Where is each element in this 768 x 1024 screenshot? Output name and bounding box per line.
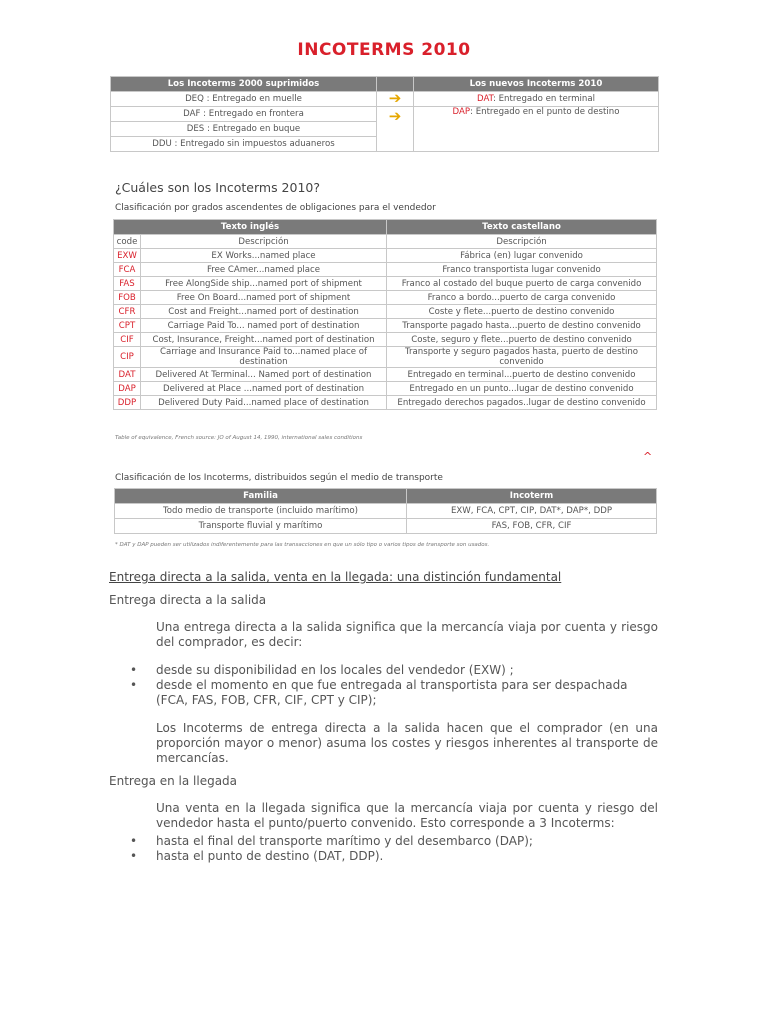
term-code: DEQ [185,94,204,104]
english-description-cell: Delivered Duty Paid...named place of destination [141,396,387,410]
bullet-icon: • [130,849,138,863]
term-code: DAT [476,94,493,104]
incoterm-code-cell: EXW [114,249,141,263]
english-description-cell: Delivered at Place ...named port of destination [141,382,387,396]
term-desc: : Entregado en buque [204,124,301,134]
english-description-cell: Carriage and Insurance Paid to...named place of destination [141,347,387,368]
spanish-description-cell: Entregado en un punto...lugar de destino convenido [387,382,657,396]
incoterm-code-cell: DAP [114,382,141,396]
table-header-row [115,489,657,504]
english-description-cell: Free CAmer...named place [141,263,387,277]
column-header-spanish: Texto castellano [387,220,657,235]
term-code: DAF [183,109,201,119]
term-code: DDU [152,139,172,149]
list-item: hasta el final del transporte marítimo y del desembarco (DAP); [156,834,533,848]
page-title: INCOTERMS 2010 [297,40,471,60]
suppressed-term-cell [111,122,377,137]
paragraph-arrival: Una venta en la llegada significa que la mercancía viaja por cuenta y riesgo del vendedor hasta el punto/puerto convenido. Esto corresponde a 3 Incoterms: [156,801,658,830]
suppressed-term-cell [111,92,377,107]
section-question-heading: ¿Cuáles son los Incoterms 2010? [115,180,321,195]
table-row [115,519,657,534]
incoterms-classification-table [113,219,657,410]
section-heading: Entrega directa a la salida, venta en la llegada: una distinción fundamental [109,570,562,584]
table-footnote-dat-dap: * DAT y DAP pueden ser utilizados indiferentemente para las transacciones en que un sólo tipo o varios tipos de transporte son usados. [115,542,490,548]
column-header-new: Los nuevos Incoterms 2010 [414,77,659,92]
paragraph-direct-departure: Una entrega directa a la salida significa que la mercancía viaja por cuenta y riesgo del comprador, es decir: [156,620,658,649]
english-description-cell: Free On Board...named port of shipment [141,291,387,305]
incoterm-code-cell: CFR [114,305,141,319]
table-caption-obligations: Clasificación por grados ascendentes de obligaciones para el vendedor [115,203,436,213]
family-cell: Transporte fluvial y marítimo [115,519,407,534]
table-header-row [111,77,659,92]
paragraph-buyer-costs: Los Incoterms de entrega directa a la salida hacen que el comprador (en una proporción mayor o menor) asuma los costes y riesgos inherentes al transporte de mercancías. [156,721,658,765]
table-row [114,263,657,277]
term-desc: : Entregado en el punto de destino [470,107,620,117]
table-row [111,92,659,107]
table-header-row [114,220,657,235]
list-item: desde su disponibilidad en los locales del vendedor (EXW) ; [156,663,514,677]
new-term-cell [414,92,659,107]
term-code: DES [186,124,205,134]
spanish-description-cell: Coste, seguro y flete...puerto de destino convenido [387,333,657,347]
table-caption-transport: Clasificación de los Incoterms, distribuidos según el medio de transporte [115,473,443,483]
arrow-cell [377,107,414,152]
incoterm-code-cell: CPT [114,319,141,333]
subheading-direct-departure: Entrega directa a la salida [109,593,267,607]
table-row [114,333,657,347]
incoterm-code-cell: DDP [114,396,141,410]
right-arrow-icon: ➔ [388,107,402,125]
table-row [114,396,657,410]
right-arrow-icon: ➔ [388,89,402,107]
bullet-icon: • [130,678,138,692]
suppressed-term-cell [111,107,377,122]
family-cell: Todo medio de transporte (incluido marítimo) [115,504,407,519]
term-code: DAP [452,107,471,117]
spanish-description-cell: Transporte y seguro pagados hasta, puerto de destino convenido [387,347,657,368]
table-row [115,504,657,519]
table-row [114,305,657,319]
code-header: code [114,235,141,249]
spanish-description-cell: Franco al costado del buque puerto de carga convenido [387,277,657,291]
bullet-icon: • [130,834,138,848]
spanish-description-cell: Franco a bordo...puerto de carga convenido [387,291,657,305]
new-term-cell [414,107,659,152]
description-en-header: Descripción [141,235,387,249]
incoterm-code-cell: CIF [114,333,141,347]
english-description-cell: EX Works...named place [141,249,387,263]
english-description-cell: Free AlongSide ship...named port of shipment [141,277,387,291]
table-footnote-source: Table of equivalence, French source: JO of August 14, 1990, international sales conditions [115,435,363,441]
column-header-suppressed: Los Incoterms 2000 suprimidos [111,77,377,92]
column-header-family: Familia [115,489,407,504]
incoterm-code-cell: FCA [114,263,141,277]
english-description-cell: Delivered At Terminal... Named port of destination [141,368,387,382]
table-subheader-row [114,235,657,249]
incoterm-cell: EXW, FCA, CPT, CIP, DAT*, DAP*, DDP [407,504,657,519]
list-item: hasta el punto de destino (DAT, DDP). [156,849,384,863]
table-row [114,347,657,368]
suppressed-term-cell [111,137,377,152]
list-item: desde el momento en que fue entregada al transportista para ser despachada (FCA, FAS, FOB, CFR, CIF, CPT y CIP); [156,678,628,707]
spanish-description-cell: Coste y flete...puerto de destino convenido [387,305,657,319]
transport-family-table [114,488,657,534]
description-es-header: Descripción [387,235,657,249]
incoterm-code-cell: FAS [114,277,141,291]
english-description-cell: Carriage Paid To... named port of destination [141,319,387,333]
term-desc: : Entregado en terminal [492,94,596,104]
spanish-description-cell: Entregado derechos pagados..lugar de destino convenido [387,396,657,410]
subheading-arrival: Entrega en la llegada [109,774,238,788]
incoterm-code-cell: DAT [114,368,141,382]
term-desc: : Entregado en frontera [200,109,304,119]
spanish-description-cell: Transporte pagado hasta...puerto de destino convenido [387,319,657,333]
spanish-description-cell: Fábrica (en) lugar convenido [387,249,657,263]
column-header-english: Texto inglés [114,220,387,235]
table-row [114,368,657,382]
back-to-top-icon[interactable]: ^ [643,450,653,463]
english-description-cell: Cost, Insurance, Freight...named port of destination [141,333,387,347]
term-desc: : Entregado sin impuestos aduaneros [171,139,335,149]
term-desc: : Entregado en muelle [203,94,302,104]
spanish-description-cell: Franco transportista lugar convenido [387,263,657,277]
english-description-cell: Cost and Freight...named port of destination [141,305,387,319]
table-row [114,319,657,333]
incoterm-cell: FAS, FOB, CFR, CIF [407,519,657,534]
table-row [114,249,657,263]
table-row [114,382,657,396]
table-row [114,291,657,305]
arrow-cell [377,89,414,107]
suppressed-new-incoterms-table [110,76,659,152]
incoterm-code-cell: FOB [114,291,141,305]
table-row [111,107,659,122]
incoterm-code-cell: CIP [114,347,141,368]
table-row [114,277,657,291]
column-header-incoterm: Incoterm [407,489,657,504]
bullet-icon: • [130,663,138,677]
spanish-description-cell: Entregado en terminal...puerto de destino convenido [387,368,657,382]
